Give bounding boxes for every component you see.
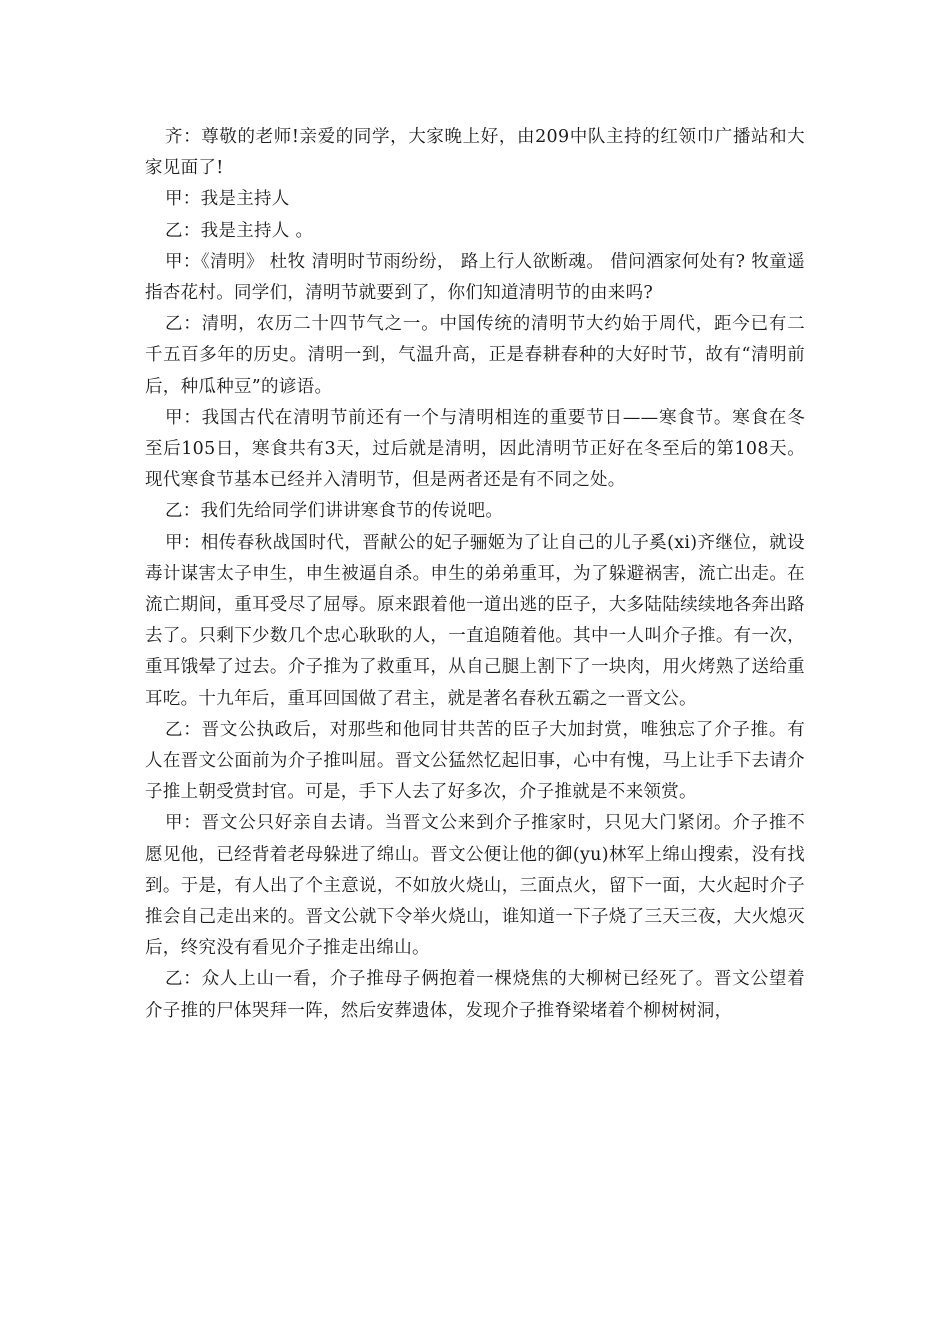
paragraph-legend-intro: 乙：我们先给同学们讲讲寒食节的传说吧。 xyxy=(165,501,504,522)
paragraph-host-yi-intro: 乙：我是主持人 。 xyxy=(165,220,314,241)
document-body xyxy=(145,122,805,1027)
paragraph-legend-willow: 乙：众人上山一看，介子推母子俩抱着一棵烧焦的大柳树已经死了。晋文公望着介子推的尸体哭拜一阵，然后安葬遗体，发现介子推脊梁堵着个柳树树洞， xyxy=(145,969,805,1021)
paragraph-host-jia-intro: 甲：我是主持人 xyxy=(165,189,290,210)
paragraph-legend-chonger: 甲：相传春秋战国时代，晋献公的妃子骊姬为了让自己的儿子奚(xi)齐继位，就设毒计谋害太子申生，申生被逼自杀。申生的弟弟重耳，为了躲避祸害，流亡出走。在流亡期间，重耳受尽了屈辱。原来跟着他一道出逃的臣子，大多陆陆续续地各奔出路去了。只剩下少数几个忠心耿耿的人，一直追随着他。其中一人叫介子推。有一次，重耳饿晕了过去。介子推为了救重耳，从自己腿上割下了一块肉，用火烤熟了送给重耳吃。十九年后，重耳回国做了君主，就是著名春秋五霸之一晋文公。 xyxy=(145,532,805,709)
paragraph-qingming-origin: 乙：清明，农历二十四节气之一。中国传统的清明节大约始于周代，距今已有二千五百多年的历史。清明一到，气温升高，正是春耕春种的大好时节，故有“清明前后，种瓜种豆”的谚语。 xyxy=(145,314,805,397)
paragraph-hanshi-festival: 甲：我国古代在清明节前还有一个与清明相连的重要节日——寒食节。寒食在冬至后105日，寒食共有3天，过后就是清明，因此清明节正好在冬至后的第108天。现代寒食节基本已经并入清明节，但是两者还是有不同之处。 xyxy=(145,407,805,491)
paragraph-legend-reward: 乙：晋文公执政后，对那些和他同甘共苦的臣子大加封赏，唯独忘了介子推。有人在晋文公面前为介子推叫屈。晋文公猛然忆起旧事，心中有愧，马上让手下去请介子推上朝受赏封官。可是，手下人去了好多次，介子推就是不来领赏。 xyxy=(145,719,805,803)
paragraph-opening: 齐：尊敬的老师!亲爱的同学，大家晚上好，由209中队主持的红领巾广播站和大家见面了! xyxy=(145,127,805,179)
paragraph-poem-qingming: 甲：《清明》 杜牧 清明时节雨纷纷， 路上行人欲断魂。 借问酒家何处有? 牧童遥指杏花村。同学们，清明节就要到了，你们知道清明节的由来吗? xyxy=(145,251,805,304)
paragraph-legend-mianshan: 甲：晋文公只好亲自去请。当晋文公来到介子推家时，只见大门紧闭。介子推不愿见他，已经背着老母躲进了绵山。晋文公便让他的御(yu)林军上绵山搜索，没有找到。于是，有人出了个主意说，不如放火烧山，三面点火，留下一面，大火起时介子推会自己走出来的。晋文公就下令举火烧山，谁知道一下子烧了三天三夜，大火熄灭后，终究没有看见介子推走出绵山。 xyxy=(145,813,805,959)
